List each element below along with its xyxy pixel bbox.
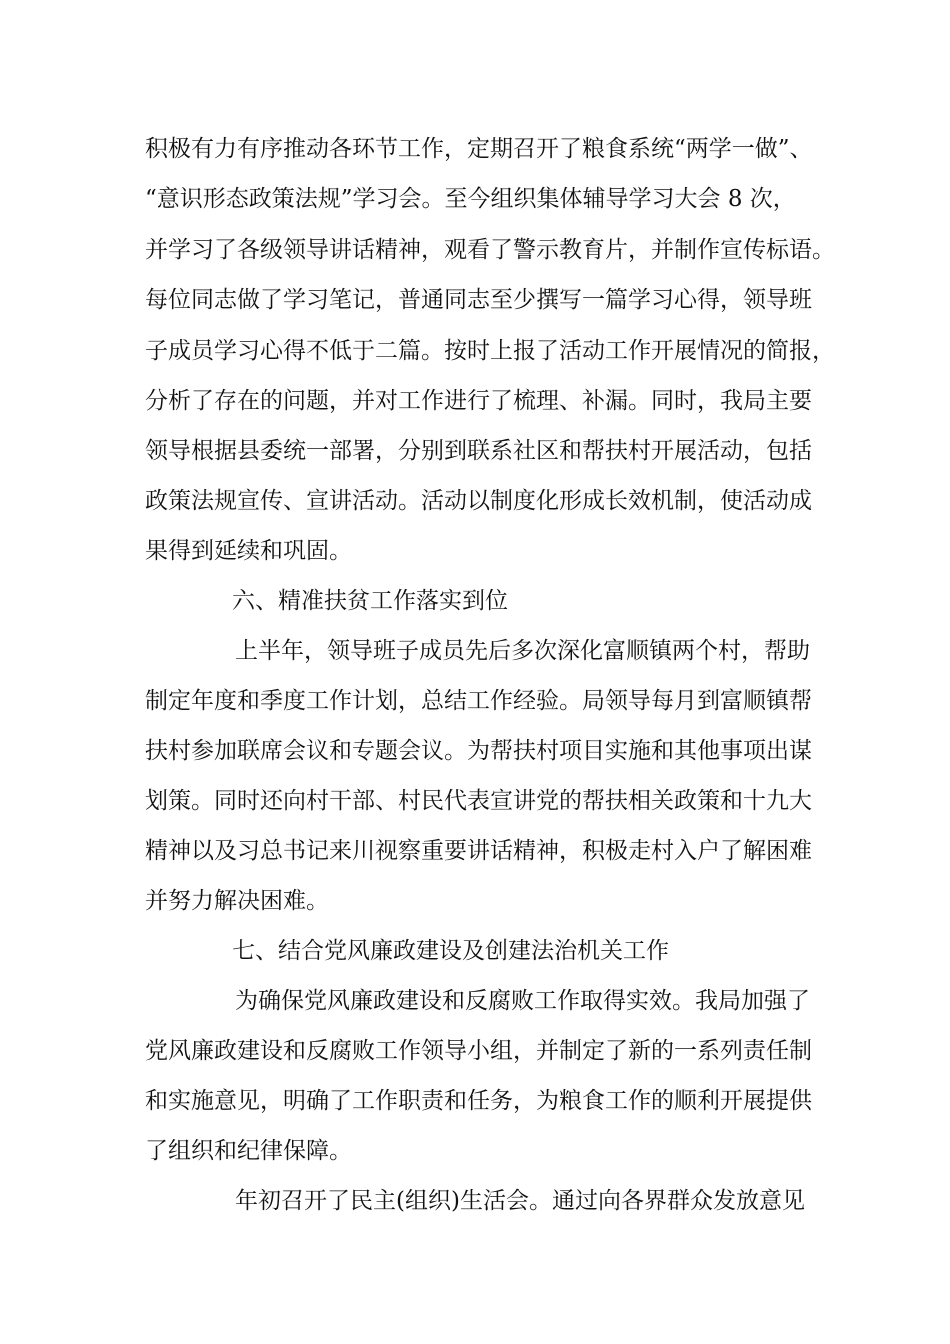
body-text-line: 政策法规宣传、宣讲活动。活动以制度化形成长效机制，使活动成	[145, 488, 812, 514]
body-text-line: “意识形态政策法规”学习会。至今组织集体辅导学习大会 8 次，	[145, 186, 796, 212]
body-text-line: 党风廉政建设和反腐败工作领导小组，并制定了新的一系列责任制	[145, 1038, 812, 1064]
body-text-line: 分析了存在的问题，并对工作进行了梳理、补漏。同时，我局主要	[145, 388, 812, 414]
section-heading-seven: 七、结合党风廉政建设及创建法治机关工作	[232, 938, 669, 964]
body-text-line: 并努力解决困难。	[145, 888, 329, 914]
body-text-line: 了组织和纪律保障。	[145, 1138, 352, 1164]
body-text-line: 和实施意见，明确了工作职责和任务，为粮食工作的顺利开展提供	[145, 1088, 812, 1114]
section-heading-six: 六、精准扶贫工作落实到位	[232, 588, 508, 614]
body-text-line: 领导根据县委统一部署，分别到联系社区和帮扶村开展活动，包括	[145, 438, 812, 464]
body-text-line: 制定年度和季度工作计划，总结工作经验。局领导每月到富顺镇帮	[145, 688, 812, 714]
body-text-line: 积极有力有序推动各环节工作，定期召开了粮食系统“两学一做”、	[145, 136, 813, 162]
body-text-line: 精神以及习总书记来川视察重要讲话精神，积极走村入户了解困难	[145, 838, 812, 864]
body-text-line: 每位同志做了学习笔记，普通同志至少撰写一篇学习心得，领导班	[145, 287, 812, 313]
body-text-line: 子成员学习心得不低于二篇。按时上报了活动工作开展情况的简报，	[145, 338, 835, 364]
body-text-line: 上半年，领导班子成员先后多次深化富顺镇两个村，帮助	[235, 638, 810, 664]
body-text-line: 划策。同时还向村干部、村民代表宣讲党的帮扶相关政策和十九大	[145, 788, 812, 814]
body-text-line: 为确保党风廉政建设和反腐败工作取得实效。我局加强了	[235, 988, 810, 1014]
body-text-line: 年初召开了民主(组织)生活会。通过向各界群众发放意见	[235, 1188, 805, 1214]
body-text-line: 并学习了各级领导讲话精神，观看了警示教育片，并制作宣传标语。	[145, 237, 835, 263]
body-text-line: 果得到延续和巩固。	[145, 538, 352, 564]
body-text-line: 扶村参加联席会议和专题会议。为帮扶村项目实施和其他事项出谋	[145, 738, 812, 764]
